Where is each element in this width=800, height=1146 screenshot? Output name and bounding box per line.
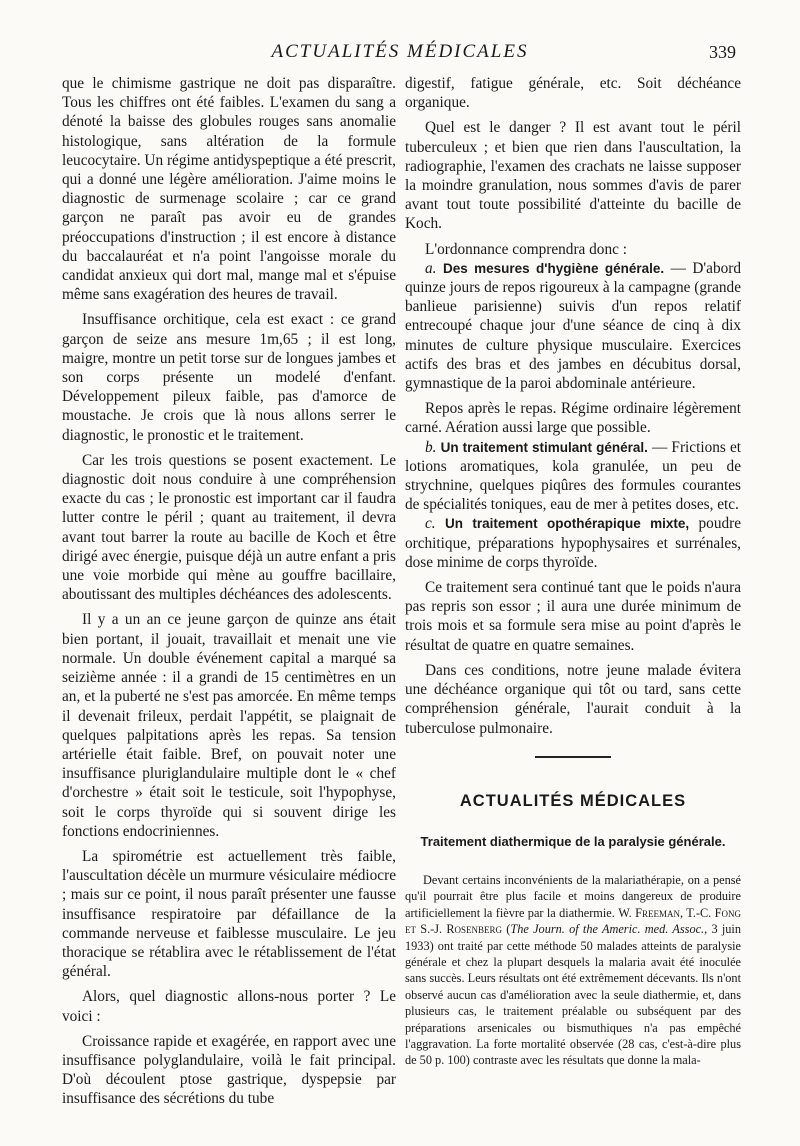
list-item-a bbox=[405, 259, 741, 393]
item-heading: Des mesures d'hygiène générale. bbox=[442, 260, 665, 276]
paragraph: Repos après le repas. Régime ordinaire légèrement carné. Aération aussi large que possible. bbox=[405, 400, 741, 437]
paragraph: Dans ces conditions, notre jeune malade évitera une déchéance organique qui tôt ou tard, sans cette compréhension générale, l'aurait conduit à la tuberculose pulmonaire. bbox=[405, 661, 741, 737]
right-column bbox=[405, 74, 741, 1069]
paragraph: Car les trois questions se posent exactement. Le diagnostic doit nous conduire à une compréhension exacte du cas ; le pronostic est important car il faudra lutter contre le péril ; quant au traitement, il devra avant tout barrer la route au bacille de Koch et être dirigé avec énergie, puisque déjà un autre enfant a pris une voie morbide qui mène au gouffre bacillaire, aboutissant des multiples déchéances des adolescents. bbox=[62, 451, 396, 604]
list-item-c bbox=[405, 514, 741, 572]
list-item-b bbox=[405, 438, 741, 515]
page-number: 339 bbox=[709, 42, 736, 62]
item-text: — D'abord quinze jours de repos rigoureux à la campagne (grande banlieue parisienne) suivis d'un repos relatif entrecoupé chaque jour d'une séance de cinq à dix minutes de culture physique musculaire. Exercices actifs des bras et des jambes en décubitus dorsal, gymnastique de la paroi abdominale antérieure. bbox=[405, 259, 742, 393]
authors: W. Freeman, T.-C. Fong et S.-J. Rosenberg bbox=[405, 905, 741, 937]
paragraph: digestif, fatigue générale, etc. Soit déchéance organique. bbox=[405, 75, 741, 112]
abstract-body: , 3 juin 1933) ont traité par cette méthode 50 malades atteints de paralysie générale et chez la plupart desquels la malaria avait été inoculée sans succès. Leurs résultats ont été extrêmement décevants. Ils n'ont observé aucun cas d'amélioration avec la seule diathermie, et, dans plusieurs cas, le traitement préalable ou subséquent par des préparations arsenicales ou bismuthiques n'a pas empêché l'aggravation. La forte mortalité observée (28 cas, c'est-à-dire plus de 50 p. 100) contraste avec les résultats que donne la mala- bbox=[405, 922, 741, 1068]
paragraph: Croissance rapide et exagérée, en rapport avec une insuffisance polyglandulaire, voilà le fait principal. D'où découlent ptose gastrique, dyspepsie par insuffisance des sécrétions du tube bbox=[62, 1032, 396, 1108]
item-label: a. bbox=[425, 259, 437, 277]
paragraph: Il y a un an ce jeune garçon de quinze ans était bien portant, il jouait, travaillait et menait une vie normale. Un double événement capital a marqué sa seizième année : il a grandi de 15 centimètres en un an, et la puberté ne s'est pas amorcée. En même temps il devenait frileux, perdait l'appétit, se plaignait de quelques palpitations après les repas. Sa tension artérielle était faible. Bref, on pouvait noter une insuffisance pluriglandulaire multiple dont le « chef d'orchestre » était soit le testicule, soit l'hypophyse, soit le corps thyroïde qui si souvent dirige les fonctions endocriniennes. bbox=[62, 611, 396, 840]
running-title: ACTUALITÉS MÉDICALES bbox=[271, 41, 529, 62]
item-heading: Un traitement stimulant général. bbox=[440, 439, 648, 455]
article-abstract: Devant certains inconvénients de la malariathérapie, on a pensé qu'il pourrait être plus facile et moins dangereux de produire artificiellement la fièvre par la diathermie. W. Freeman, T.-C. Fong et S.-J. Rosenberg (The Journ. of the Americ. med. Assoc., 3 juin 1933) ont traité par cette méthode 50 malades atteints de paralysie générale et chez la plupart desquels la malaria avait été inoculée sans succès. Leurs résultats ont été extrêmement décevants. Ils n'ont observé aucun cas d'amélioration avec la seule diathermie, et, dans plusieurs cas, le traitement préalable ou subséquent par des préparations arsenicales ou bismuthiques n'a pas empêché l'aggravation. La forte mortalité observée (28 cas, c'est-à-dire plus de 50 p. 100) contraste avec les résultats que donne la mala- bbox=[405, 872, 741, 1068]
item-text: poudre orchitique, préparations hypophysaires et surrénales, dose minime de corps thyroïde. bbox=[405, 515, 742, 571]
paragraph: Alors, quel diagnostic allons-nous porter ? Le voici : bbox=[62, 988, 396, 1025]
paragraph: Quel est le danger ? Il est avant tout le péril tuberculeux ; et bien que rien dans l'auscultation, la radiographie, l'examen des crachats ne laisse supposer la moindre granulation, nous sommes d'avis de parer avant tout toute possibilité d'atteinte du bacille de Koch. bbox=[405, 119, 741, 233]
paragraph: Insuffisance orchitique, cela est exact : ce grand garçon de seize ans mesure 1m,65 ; il est long, maigre, montre un petit torse sur de longues jambes et son corps présente un modelé d'enfant. Développement pileux faible, pas d'amorce de moustache. Je crois que là nous allons serrer le diagnostic, le pronostic et le traitement. bbox=[62, 311, 396, 444]
item-heading: Un traitement opothérapique mixte, bbox=[445, 516, 690, 532]
item-text: — Frictions et lotions aromatiques, kola granulée, un peu de strychnine, quelques piqûres des formules courantes de spécialités toniques, eau de mer à petites doses, etc. bbox=[405, 438, 741, 514]
item-label: b. bbox=[425, 438, 437, 456]
paragraph: L'ordonnance comprendra donc : bbox=[425, 240, 627, 258]
article-title: Traitement diathermique de la paralysie générale. bbox=[420, 833, 726, 849]
abstract-intro: Devant certains inconvénients de la malariathérapie, on a pensé qu'il pourrait être plus facile et moins dangereux de produire artificiellement la fièvre par la diathermie. bbox=[405, 872, 741, 920]
paragraph: Ce traitement sera continué tant que le poids n'aura pas repris son essor ; il aura une durée minimum de trois mois et sa formule sera mise au point d'après le résultat de quatre en quatre semaines. bbox=[405, 579, 741, 654]
item-label: c. bbox=[425, 515, 436, 533]
section-divider bbox=[535, 756, 611, 758]
left-column bbox=[62, 74, 396, 1109]
section-title: ACTUALITÉS MÉDICALES bbox=[459, 791, 687, 810]
journal-citation: The Journ. of the Americ. med. Assoc. bbox=[510, 922, 705, 937]
paragraph: La spirométrie est actuellement très faible, l'auscultation décèle un murmure vésiculaire médiocre ; mais sur ce point, il nous paraît présenter une fausse insuffisance respiratoire par défaillance de la commande nerveuse et faiblesse musculaire. Le jeu thoracique se rétablira avec le rétablissement de l'état général. bbox=[62, 847, 396, 981]
paragraph: que le chimisme gastrique ne doit pas disparaître. Tous les chiffres ont été faibles. L'examen du sang a dénoté la baisse des globules rouges sans anomalie histologique, sans altération de la formule leucocytaire. Un régime antidyspeptique a été prescrit, qui a donné une légère amélioration. J'aime moins le diagnostic de surmenage scolaire ; car ce grand garçon ne paraît pas avoir eu de grandes préoccupations d'instruction ; il est encore à distance du baccalauréat et n'a point l'angoisse morale du candidat anxieux qui dort mal, mange mal et s'épuise même sans exagération des heures de travail. bbox=[62, 75, 396, 304]
